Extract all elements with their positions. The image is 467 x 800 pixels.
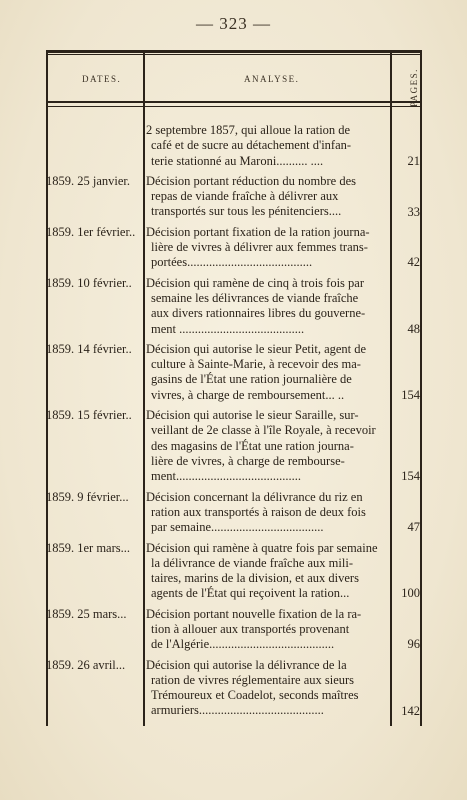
entry-analysis-line: Décision qui ramène à quatre fois par semaine <box>146 540 378 555</box>
entry-page-number: 96 <box>407 637 420 652</box>
entry-analysis <box>146 541 389 602</box>
column-divider-dates <box>143 50 145 726</box>
entry-page-number: 142 <box>401 703 420 718</box>
entry-analysis <box>146 225 389 271</box>
entry-date: 1859. 1er mars... <box>46 540 131 555</box>
entry-analysis-line: ment ........................................ <box>151 321 305 336</box>
entry-analysis-line: culture à Sainte-Marie, à recevoir des ma- <box>151 357 361 372</box>
entry-analysis <box>146 123 389 169</box>
entry-analysis-line: Décision concernant la délivrance du riz en <box>146 489 363 504</box>
entry-analysis-line: veillant de 2e classe à l'île Royale, à recevoir <box>151 423 376 438</box>
entry-analysis <box>146 607 389 653</box>
entry-date: 1859. 14 février.. <box>46 341 132 356</box>
entry-page-number: 33 <box>407 204 420 219</box>
entry-analysis-line: repas de viande fraîche à délivrer aux <box>151 189 339 204</box>
entry-analysis-line: Décision qui autorise le sieur Saraille, sur- <box>146 408 359 423</box>
entry-analysis-line: Décision portant réduction du nombre des <box>146 173 357 188</box>
entry-analysis-line: Décision portant fixation de la ration journa- <box>146 224 370 239</box>
entry-analysis-line: des magasins de l'État une ration journa- <box>151 438 354 453</box>
entry-date: 1859. 25 mars... <box>46 606 127 621</box>
top-rule-thick <box>46 50 422 53</box>
entry-analysis-line: terie stationné au Maroni.......... .... <box>151 153 324 168</box>
entry-analysis-line: lière de vivres à délivrer aux femmes trans- <box>151 240 368 255</box>
entry-analysis <box>146 408 389 484</box>
entry-analysis-line: ration aux transportés à raison de deux fois <box>151 504 366 519</box>
entry-analysis-line: 2 septembre 1857, qui alloue la ration de <box>146 123 351 137</box>
header-analyse: ANALYSE. <box>244 74 300 84</box>
header-pages: PAGES. <box>409 68 419 108</box>
entry-analysis-line: Décision qui autorise le sieur Petit, agent de <box>146 341 367 356</box>
entry-analysis-line: Trémoureux et Coadelot, seconds maîtres <box>151 688 359 703</box>
header-dates: DATES. <box>82 74 122 84</box>
entry-analysis-line: gasins de l'État une ration journalière de <box>151 372 352 387</box>
entry-analysis <box>146 342 389 403</box>
entry-page-number: 42 <box>407 255 420 270</box>
entry-analysis-line: Décision qui autorise la délivrance de la <box>146 657 347 672</box>
entry-analysis <box>146 276 389 337</box>
entry-analysis-line: agents de l'État qui reçoivent la ration... <box>151 586 350 601</box>
header-rule-thick <box>46 101 422 103</box>
entry-page-number: 154 <box>401 469 420 484</box>
entry-analysis <box>146 658 389 719</box>
entry-analysis-line: lière de vivres, à charge de rembourse- <box>151 453 345 468</box>
entry-analysis-line: la délivrance de viande fraîche aux mili- <box>151 555 353 570</box>
entry-date: 1859. 25 janvier. <box>46 173 131 188</box>
left-border <box>46 50 48 726</box>
entry-date: 1859. 9 février... <box>46 489 129 504</box>
entry-analysis-line: aux divers rationnaires libres du gouverne- <box>151 306 366 321</box>
entry-analysis-line: taires, marins de la division, et aux divers <box>151 571 359 586</box>
entry-analysis-line: Décision qui ramène de cinq à trois fois par <box>146 275 364 290</box>
entry-date: 1859. 1er février.. <box>46 224 136 239</box>
entry-analysis-line: ment........................................ <box>151 469 301 484</box>
entry-page-number: 47 <box>407 520 420 535</box>
entry-page-number: 100 <box>401 586 420 601</box>
top-rule-thin <box>46 54 422 55</box>
entry-analysis-line: transportés sur tous les pénitenciers.... <box>151 204 342 219</box>
header-rule-thin <box>46 106 422 107</box>
entry-page-number: 154 <box>401 387 420 402</box>
entry-date: 1859. 26 avril... <box>46 657 126 672</box>
entry-analysis-line: armuriers........................................ <box>151 703 324 718</box>
table-frame <box>46 50 422 726</box>
entry-analysis-line: par semaine.................................... <box>151 520 324 535</box>
entry-analysis-line: portées........................................ <box>151 255 313 270</box>
entry-date: 1859. 10 février.. <box>46 275 132 290</box>
entry-analysis-line: café et de sucre au détachement d'infan- <box>151 138 352 153</box>
entry-analysis-line: Décision portant nouvelle fixation de la ra- <box>146 606 362 621</box>
page-number: — 323 — <box>196 14 271 33</box>
entry-page-number: 48 <box>407 321 420 336</box>
entry-page-number: 21 <box>407 153 420 168</box>
entry-analysis-line: ration de vivres réglementaire aux sieurs <box>151 672 355 687</box>
entry-date: 1859. 15 février.. <box>46 408 132 423</box>
entry-analysis <box>146 490 389 536</box>
entry-analysis-line: vivres, à charge de remboursement... .. <box>151 387 345 402</box>
entry-analysis-line: de l'Algérie........................................ <box>151 637 335 652</box>
right-border <box>420 50 422 726</box>
entry-analysis-line: semaine les délivrances de viande fraîche <box>151 290 359 305</box>
entry-analysis-line: tion à allouer aux transportés provenant <box>151 621 350 636</box>
entry-analysis <box>146 174 389 220</box>
